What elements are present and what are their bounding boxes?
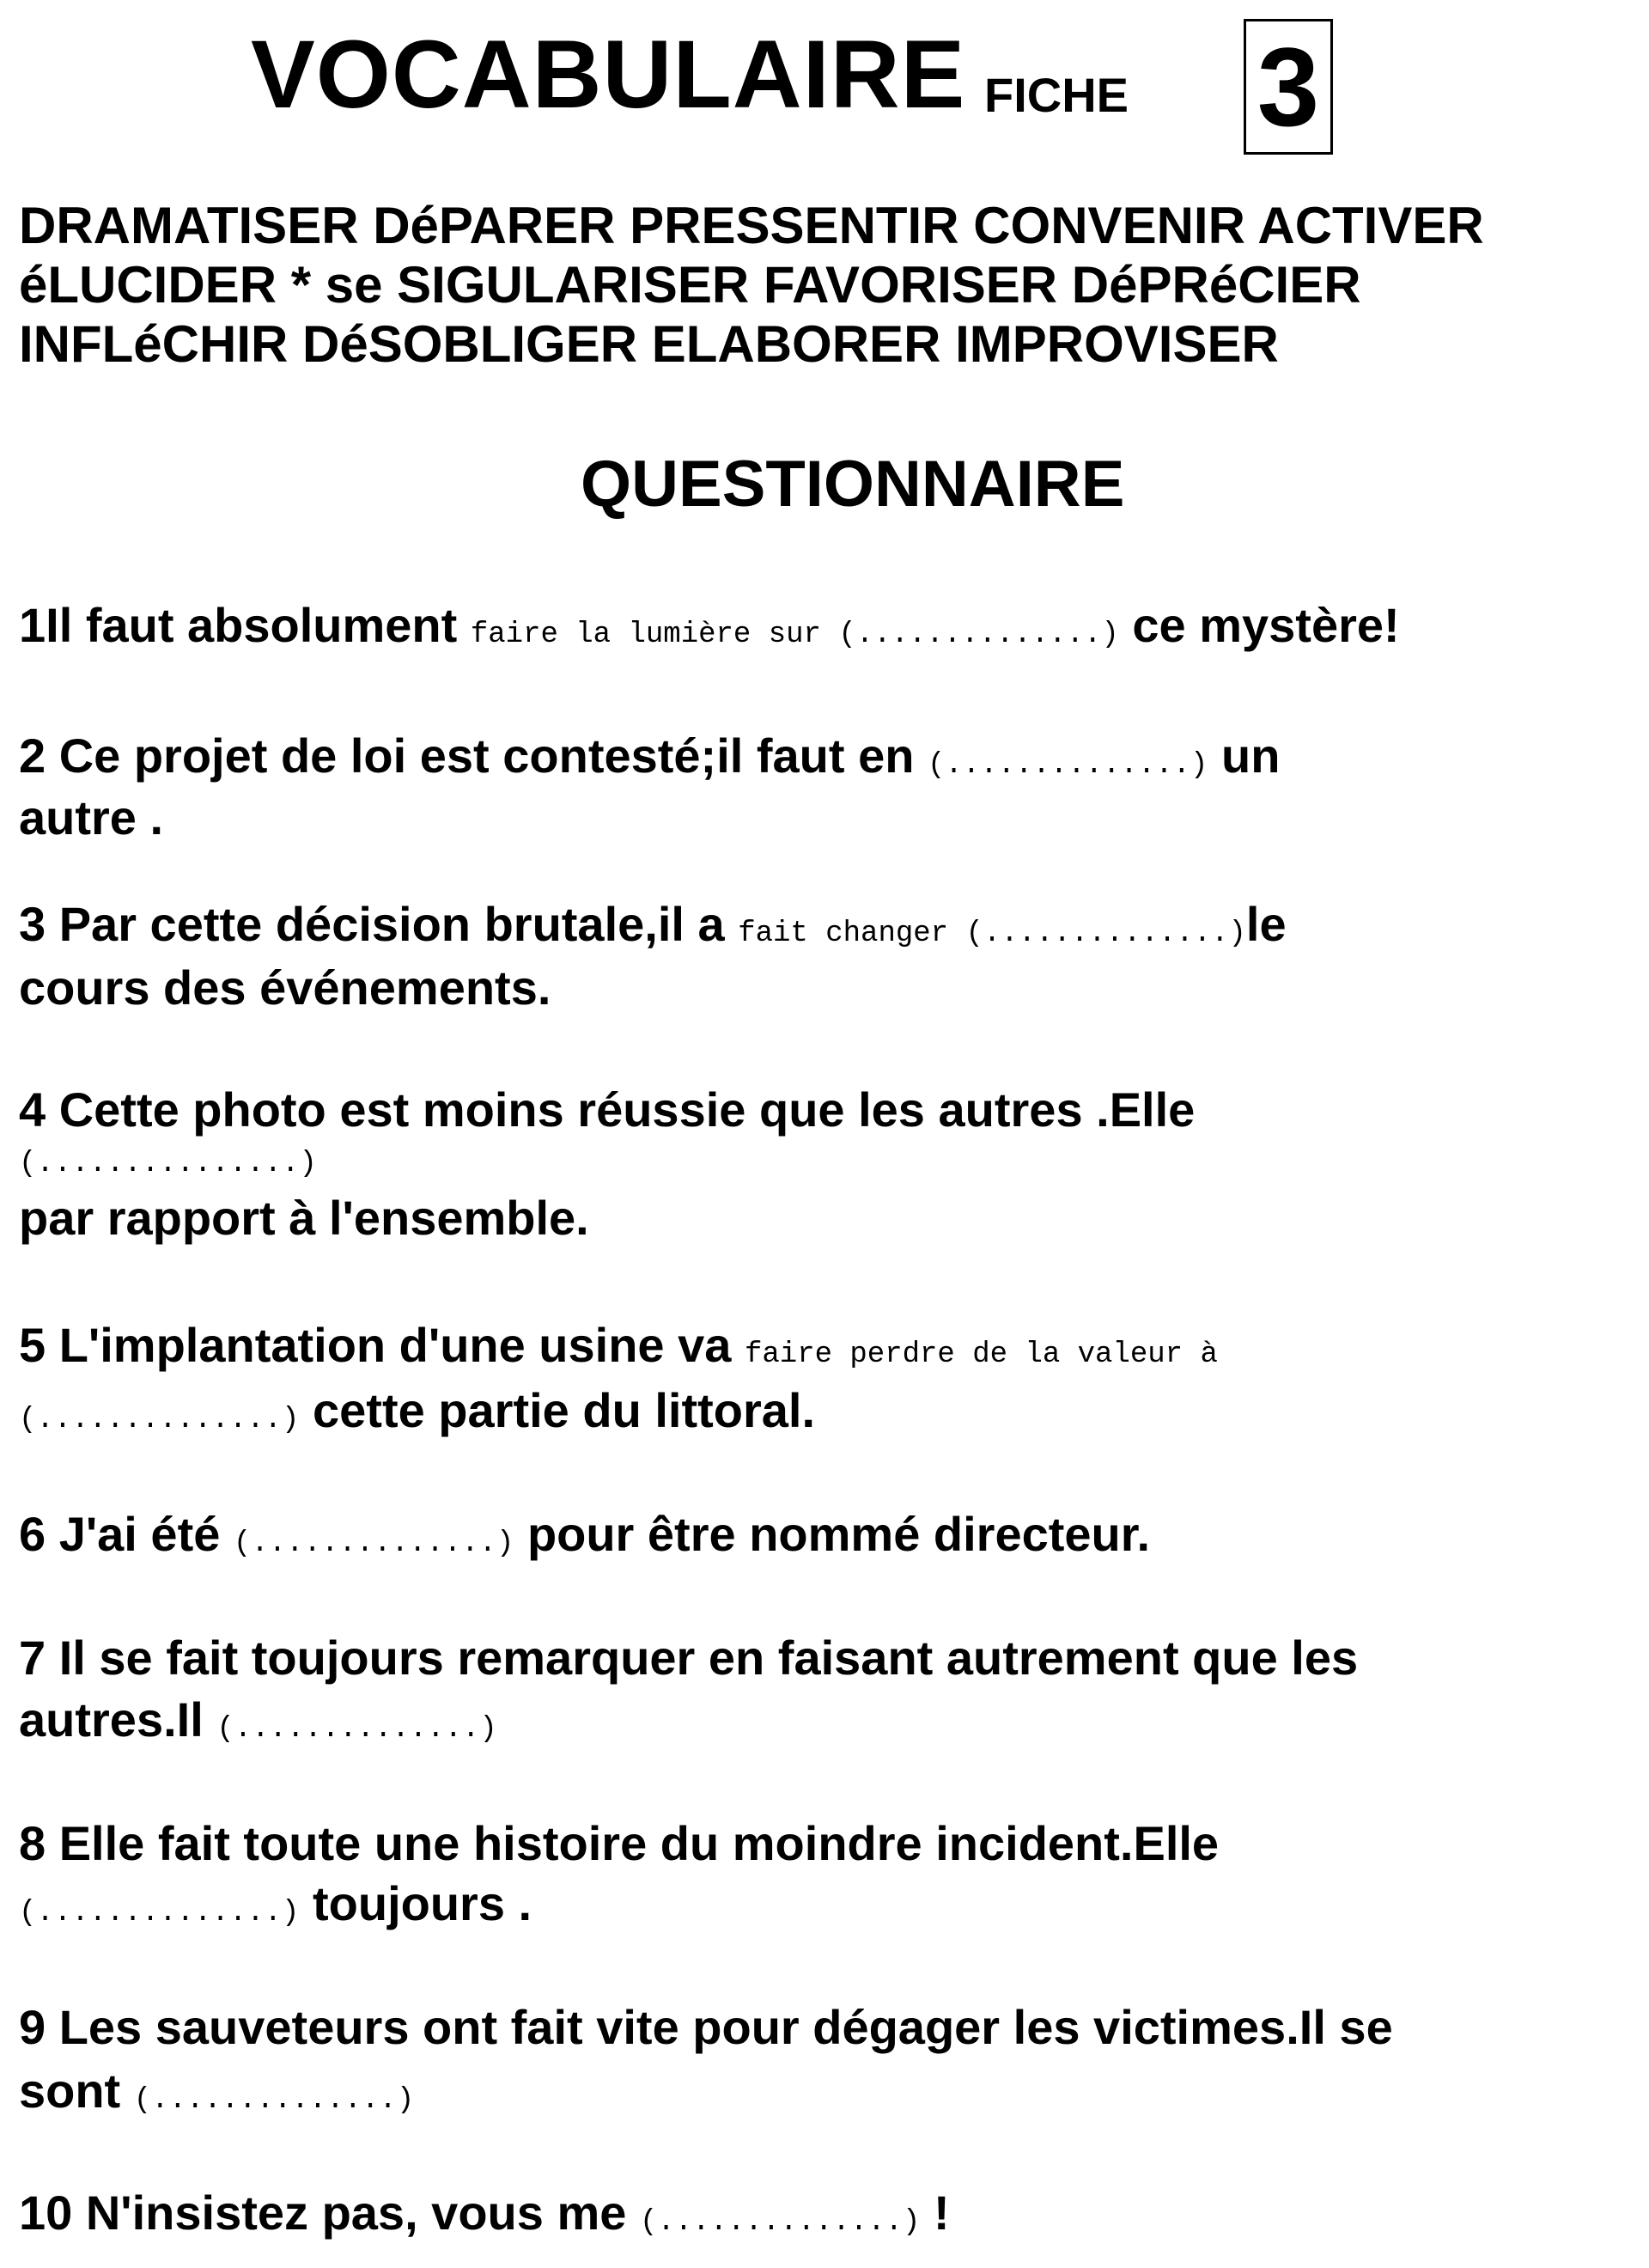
question-10-text: 10 N'insistez pas, vous me [19,2186,640,2240]
question-7: 7 Il se fait toujours remarquer en faisant autrement que les [19,1631,1359,1685]
question-5-hint: faire perdre de la valeur à [744,1338,1218,1371]
question-9-line-2 [19,2064,415,2118]
question-3-line-2: cours des événements. [19,960,551,1015]
word-list-line-2: éLUCIDER * se SIGULARISER FAVORISER DéPRéCIER [19,256,1361,314]
question-9-text-line-2: sont [19,2064,134,2118]
question-10-text-end: ! [933,2186,950,2240]
word-list-line-3: INFLéCHIR DéSOBLIGER ELABORER IMPROVISER [19,315,1279,373]
question-6-blank: (..............) [233,1527,514,1560]
question-1-hint: faire la lumière sur [470,619,839,651]
question-5 [19,1318,1218,1372]
question-4-blank: (...............) [19,1148,317,1180]
question-10-blank: (..............) [639,2206,921,2239]
question-6-text: 6 J'ai été [19,1507,234,1561]
page-title: VOCABULAIRE [251,21,966,128]
question-8-blank: (..............) [19,1897,300,1930]
question-4: 4 Cette photo est moins réussie que les autres .Elle [19,1082,1196,1137]
fiche-number-box [1244,19,1333,155]
question-3-text: 3 Par cette décision brutale,il a [19,897,739,951]
question-6-text-end: pour être nommé directeur. [526,1507,1151,1561]
question-1-text-end: ce mystère! [1132,598,1400,652]
question-8-line-2 [19,1876,532,1930]
question-2-text: 2 Ce projet de loi est contesté;il faut en [19,729,928,783]
question-8-text-end: toujours . [313,1876,532,1930]
question-4-line-3: par rapport à l'ensemble. [19,1191,589,1245]
question-3-blank: (..............) [965,918,1246,950]
question-3-hint: fait changer [738,918,966,950]
question-2 [19,729,1281,783]
question-3 [19,897,1287,951]
question-7-text-line-2: autres.Il [19,1692,217,1747]
question-10 [19,2186,950,2240]
question-8: 8 Elle fait toute une histoire du moindre incident.Elle [19,1816,1220,1870]
word-list-line-1: DRAMATISER DéPARER PRESSENTIR CONVENIR ACTIVER [19,197,1484,254]
question-6 [19,1507,1151,1561]
question-5-text-end: cette partie du littoral. [313,1383,816,1437]
question-7-blank: (..............) [216,1713,497,1746]
question-5-blank: (..............) [19,1404,300,1436]
question-7-line-2 [19,1692,497,1747]
question-5-line-2 [19,1383,816,1437]
question-1-blank: (..............) [838,619,1119,651]
question-3-text-end: le [1245,897,1287,951]
question-5-text: 5 L'implantation d'une usine va [19,1318,745,1372]
question-2-text-end: un [1221,729,1281,783]
question-9: 9 Les sauveteurs ont fait vite pour dégager les victimes.Il se [19,2000,1393,2054]
question-2-blank: (..............) [927,749,1208,782]
fiche-number: 3 [1257,24,1320,149]
question-1 [19,598,1400,652]
questionnaire-heading: QUESTIONNAIRE [581,448,1125,521]
question-2-line-2: autre . [19,790,164,844]
question-9-blank: (..............) [133,2084,415,2117]
fiche-label: FICHE [984,68,1129,122]
question-1-text: 1Il faut absolument [19,598,471,652]
